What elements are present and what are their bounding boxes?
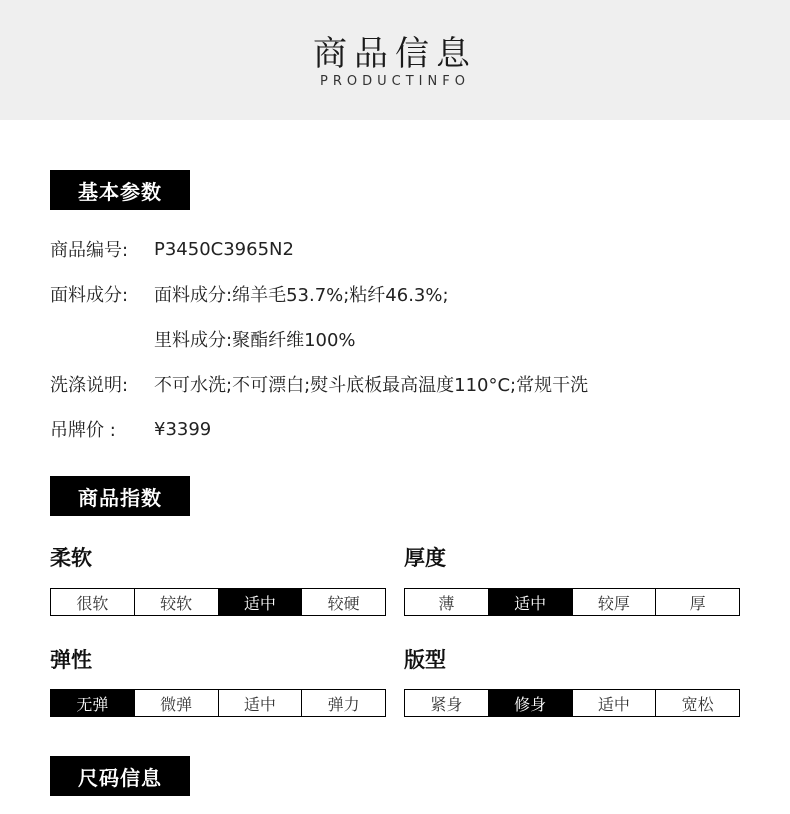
param-label: 洗涤说明:	[50, 375, 129, 396]
param-row-sku	[50, 235, 294, 263]
metric-title-fit: 版型	[404, 648, 446, 672]
header-banner	[0, 0, 790, 120]
metric-title-elasticity: 弹性	[50, 648, 92, 672]
scale-option: 修身	[489, 690, 573, 716]
page-subtitle: PRODUCTINFO	[320, 74, 470, 89]
scale-option: 适中	[489, 589, 573, 615]
param-label: 商品编号:	[50, 240, 129, 261]
scale-thickness	[404, 588, 740, 616]
scale-softness	[50, 588, 386, 616]
scale-option: 适中	[219, 690, 303, 716]
scale-option: 弹力	[327, 694, 360, 714]
param-row-fabric	[50, 280, 449, 308]
metric-title-thickness: 厚度	[404, 546, 446, 570]
param-label: 吊牌价 :	[50, 420, 116, 441]
param-label: 面料成分:	[50, 285, 129, 306]
scale-fit	[404, 689, 740, 717]
param-value: P3450C3965N2	[154, 238, 294, 260]
param-value: 里料成分:聚酯纤维100%	[154, 330, 356, 351]
metric-title-softness: 柔软	[50, 546, 92, 570]
param-row-care	[50, 370, 588, 398]
param-row-price	[50, 415, 211, 443]
section-basic-params: 基本参数	[50, 170, 190, 210]
scale-option: 适中	[219, 589, 303, 615]
page-title: 商品信息	[313, 34, 477, 74]
scale-option: 较厚	[573, 589, 657, 615]
scale-option: 厚	[689, 593, 706, 613]
scale-option: 微弹	[135, 690, 219, 716]
scale-option: 适中	[573, 690, 657, 716]
scale-option: 薄	[405, 589, 489, 615]
param-value: ¥3399	[154, 418, 212, 440]
scale-option: 较硬	[327, 593, 360, 613]
scale-option: 紧身	[405, 690, 489, 716]
scale-option: 宽松	[681, 694, 714, 714]
param-row-lining	[50, 325, 356, 353]
param-value: 不可水洗;不可漂白;熨斗底板最高温度110°C;常规干洗	[154, 375, 589, 396]
section-size-info: 尺码信息	[50, 756, 190, 796]
scale-elasticity	[50, 689, 386, 717]
scale-option: 较软	[135, 589, 219, 615]
scale-option: 无弹	[51, 690, 135, 716]
section-product-indices: 商品指数	[50, 476, 190, 516]
scale-option: 很软	[51, 589, 135, 615]
param-value: 面料成分:绵羊毛53.7%;粘纤46.3%;	[154, 285, 449, 306]
